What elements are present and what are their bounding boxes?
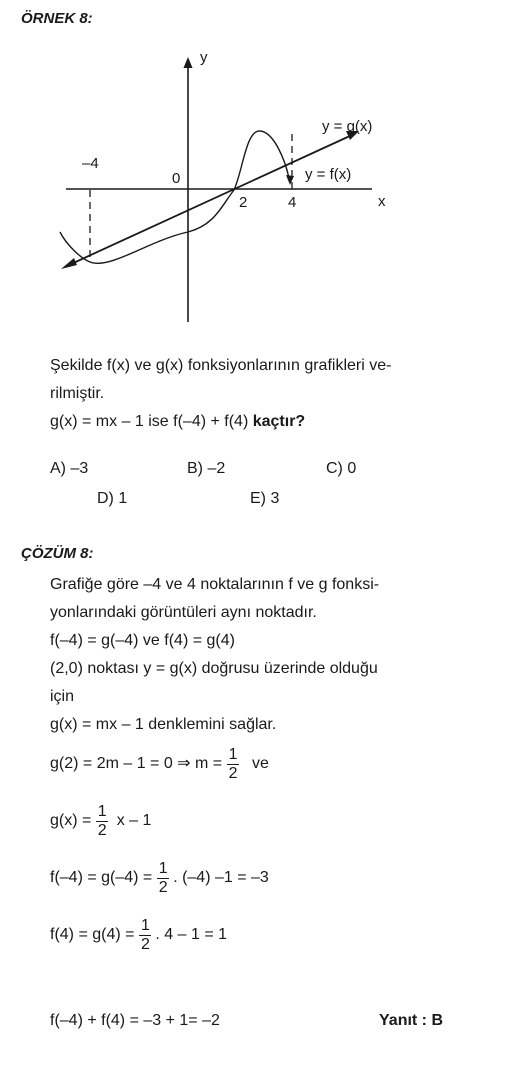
answer-label: Yanıt : B	[379, 1012, 444, 1029]
fraction-one-half: $\frac{1}{2}$	[158, 860, 168, 896]
equation-g-right: x – 1	[116, 812, 152, 830]
question-line-2: rilmiştir.	[50, 385, 105, 402]
equation-f-4-left: f(4) = g(4) =	[50, 926, 135, 944]
choice-e[interactable]: E) 3	[250, 490, 280, 507]
equation-g	[50, 803, 151, 839]
label-g: y = g(x)	[322, 118, 373, 135]
fraction-one-half: $\frac{1}{2}$	[140, 917, 150, 953]
curve-f	[60, 131, 289, 263]
choice-c[interactable]: C) 0	[326, 460, 357, 477]
fraction-one-half: $\frac{1}{2}$	[228, 746, 238, 782]
tick-label-4: 4	[288, 194, 297, 211]
y-axis-label: y	[200, 49, 208, 66]
choice-b[interactable]: B) –2	[187, 460, 226, 477]
x-axis-label: x	[378, 193, 386, 210]
curve-f-arrow	[286, 175, 294, 185]
solution-line-4: (2,0) noktası y = g(x) doğrusu üzerinde olduğu	[50, 660, 378, 677]
tick-label-neg4: –4	[82, 155, 99, 172]
equation-g-left: g(x) =	[50, 812, 92, 830]
equation-f-4-right: . 4 – 1 = 1	[155, 926, 227, 944]
question-line-1: Şekilde f(x) ve g(x) fonksiyonlarının grafikleri ve-	[50, 357, 392, 374]
y-axis-arrow	[184, 57, 193, 68]
equation-m-left: g(2) = 2m – 1 = 0 ⇒ m =	[50, 755, 223, 773]
question-line-3	[50, 413, 305, 431]
equation-m	[50, 746, 269, 782]
solution-line-1: Grafiğe göre –4 ve 4 noktalarının f ve g fonksi-	[50, 576, 380, 593]
equation-f-4	[50, 917, 227, 953]
equation-sum: f(–4) + f(4) = –3 + 1= –2	[50, 1012, 220, 1029]
tick-label-2: 2	[239, 194, 248, 211]
choice-d[interactable]: D) 1	[97, 490, 128, 507]
solution-line-5: için	[50, 688, 75, 705]
equation-f-neg4	[50, 860, 269, 896]
origin-label: 0	[172, 170, 181, 187]
line-g	[69, 135, 352, 265]
label-f: y = f(x)	[305, 166, 352, 183]
question-ask: kaçtır?	[252, 413, 306, 430]
equation-m-right: ve	[251, 755, 269, 773]
function-graph	[0, 40, 518, 370]
fraction-one-half: $\frac{1}{2}$	[97, 803, 107, 839]
solution-line-6: g(x) = mx – 1 denklemini sağlar.	[50, 716, 277, 733]
solution-line-3: f(–4) = g(–4) ve f(4) = g(4)	[50, 632, 235, 649]
example-heading: ÖRNEK 8:	[21, 10, 93, 27]
solution-line-2: yonlarındaki görüntüleri aynı noktadır.	[50, 604, 317, 621]
choice-a[interactable]: A) –3	[50, 460, 89, 477]
equation-f-neg4-left: f(–4) = g(–4) =	[50, 869, 153, 887]
line-g-arrow-left	[61, 258, 77, 269]
equation-f-neg4-right: . (–4) –1 = –3	[173, 869, 269, 887]
solution-heading: ÇÖZÜM 8:	[21, 545, 94, 562]
question-condition: g(x) = mx – 1 ise f(–4) + f(4)	[50, 413, 253, 430]
